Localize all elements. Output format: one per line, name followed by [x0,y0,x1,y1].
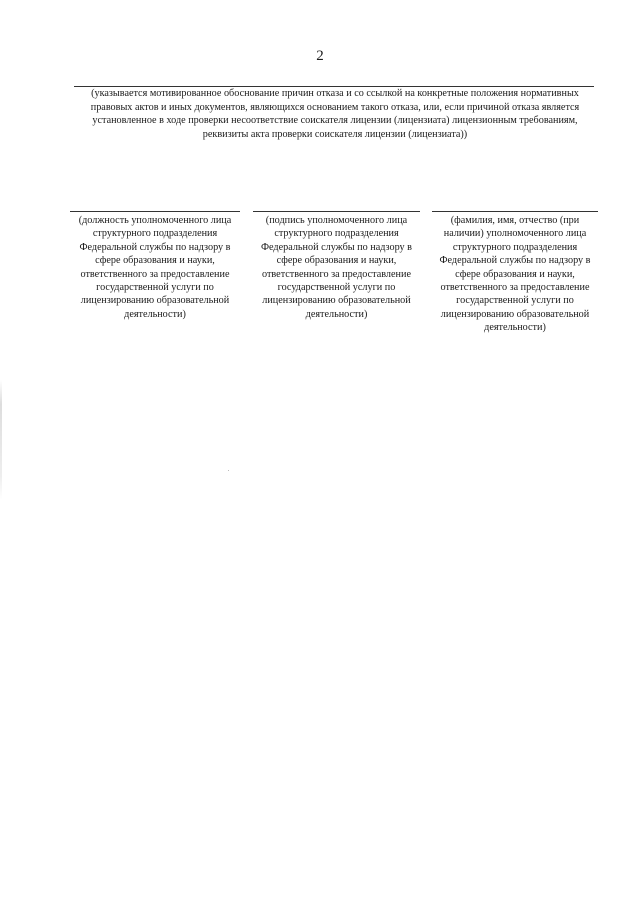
signature-caption: (подпись уполномоченного лица структурного подразделения Федеральной службы по надзору в сфере образования и науки, ответственного за предоставление государственной услуги по лицензированию образовательной деятельности) [253,211,420,321]
position-caption: (должность уполномоченного лица структурного подразделения Федеральной службы по надзору в сфере образования и науки, ответственного за предоставление государственной услуги по лицензированию образовательной деятельности) [70,211,240,321]
scan-speck [228,470,229,471]
name-caption: (фамилия, имя, отчество (при наличии) уполномоченного лица структурного подразделения Федеральной службы по надзору в сфере образования и науки, ответственного за предоставление государственной услуги по лицензированию образовательной деятельности) [432,211,598,335]
page-number: 2 [316,48,324,64]
scan-edge-mark [0,380,2,500]
reason-caption: (указывается мотивированное обоснование причин отказа и со ссылкой на конкретные положения нормативных правовых актов и иных документов, являющихся основанием такого отказа, или, если причиной отказа является установленное в ходе проверки несоответствие соискателя лицензии (лицензиата) лицензионным требованиям, реквизиты акта проверки соискателя лицензии (лицензиата)) [90,88,580,140]
